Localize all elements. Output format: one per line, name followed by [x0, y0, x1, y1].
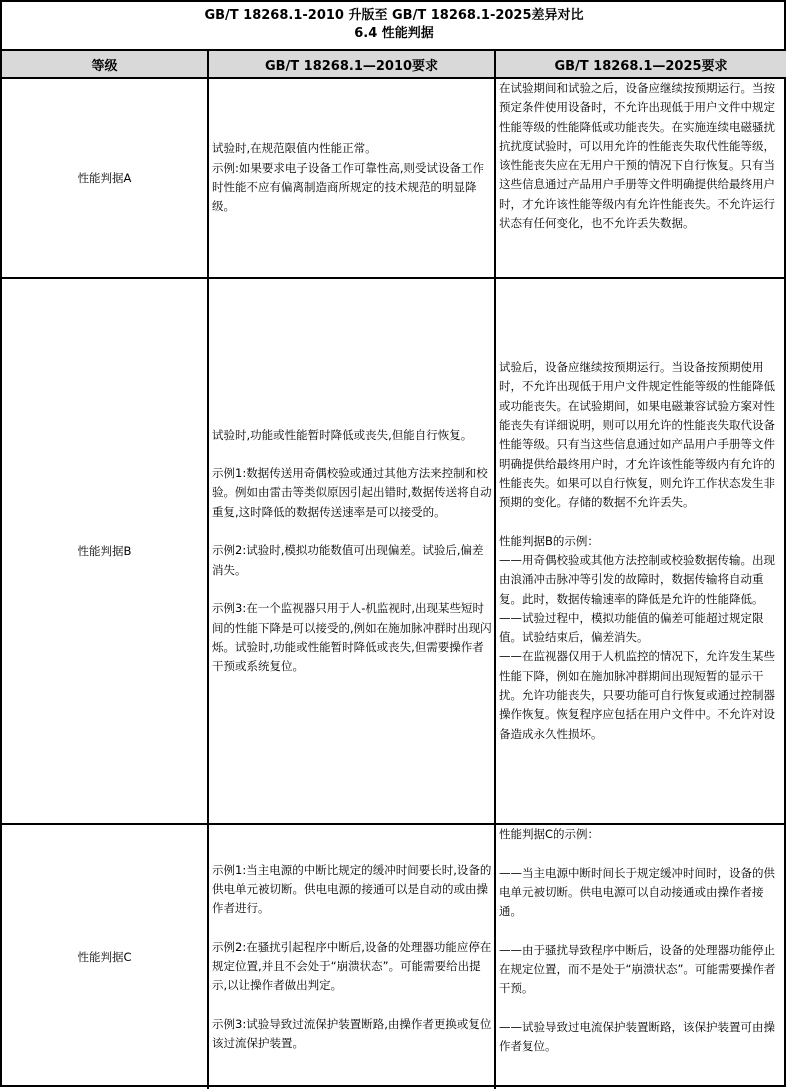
paragraph: ——在监视器仅用于人机监控的情况下，允许发生某些性能下降，例如在施加脉冲群期间出现短暂的显示干扰。允许功能丧失，只要功能可自行恢复或通过控制器操作恢复。恢复程序应包括在用户文件中。不允许对设备造成永久性损坏。: [499, 649, 775, 741]
spacer: [499, 921, 784, 940]
paragraph: 性能判据B的示例：: [499, 533, 599, 548]
spacer: [212, 918, 492, 937]
header-2010: GB/T 18268.1—2010要求: [209, 51, 496, 77]
level-label: 性能判据B: [2, 279, 209, 823]
paragraph: ——当主电源中断时间长于规定缓冲时间时，设备的供电单元被切断。供电电源可以自动接通或由操作者接通。: [499, 865, 775, 919]
title-line-2: 6.4 性能判据: [354, 26, 434, 41]
new-requirement: [496, 279, 786, 823]
table-row-criterion-c: [2, 825, 786, 1089]
level-label: 性能判据C: [2, 825, 209, 1089]
paragraph: 在试验期间和试验之后，设备应继续按预期运行。当按预定条件使用设备时，不允许出现低于用户文件中规定性能等级的性能降低或功能丧失。在实施连续电磁骚扰抗扰度试验时，可以用允许的性能丧失取代性能等级，该性能丧失应在无用户干预的情况下自行恢复。只有当这些信息通过产品用户手册等文件明确提供给最终用户时，才允许该性能等级内有允许性能丧失。不允许运行状态有任何变化，也不允许丢失数据。: [499, 81, 775, 231]
level-label: 性能判据A: [2, 79, 209, 277]
paragraph: 示例3:在一个监视器只用于人-机监视时,出现某些短时间的性能下降是可以接受的,例如在施加脉冲群时出现闪烁。试验时,功能或性能暂时降低或丧失,但需要操作者干预或系统复位。: [212, 601, 492, 674]
header-level: 等级: [2, 51, 209, 77]
spacer: [499, 999, 784, 1018]
title-line-1: GB/T 18268.1-2010 升版至 GB/T 18268.1-2025差异对比: [204, 8, 584, 23]
header-2025: GB/T 18268.1—2025要求: [554, 58, 728, 74]
old-requirement: [209, 79, 496, 277]
paragraph: 性能判据C的示例：: [499, 827, 600, 841]
paragraph: 示例2:试验时,模拟功能数值可出现偏差。试验后,偏差消失。: [212, 543, 484, 577]
paragraph: 示例2:在骚扰引起程序中断后,设备的处理器功能应停在规定位置,并且不会处于“崩溃状态”。可能需要给出提示,以让操作者做出判定。: [212, 939, 492, 993]
table-row-criterion-b: [2, 279, 786, 825]
paragraph: 试验时,功能或性能暂时降低或丧失,但能自行恢复。: [212, 427, 473, 442]
paragraph: ——由于骚扰导致程序中断后，设备的处理器功能停止在规定位置，而不是处于“崩溃状态”。可能需要操作者干预。: [499, 942, 776, 996]
old-requirement: [209, 825, 496, 1089]
paragraph: 示例:如果要求电子设备工作可靠性高,则受试设备工作时性能不应有偏离制造商所规定的技术规范的明显降级。: [212, 160, 485, 214]
new-requirement: [496, 825, 786, 1089]
paragraph: ——试验过程中，模拟功能值的偏差可能超过规定限值。试验结束后，偏差消失。: [499, 610, 764, 645]
spacer: [212, 445, 492, 464]
paragraph: 示例1:数据传送用奇偶校验或通过其他方法来控制和校验。例如由雷击等类似原因引起出错时,数据传送将自动重复,这时降低的数据传送速率是可以接受的。: [212, 466, 492, 519]
spacer: [499, 844, 784, 863]
table-row-criterion-a: [2, 79, 786, 279]
old-requirement: [209, 279, 496, 823]
new-requirement: [496, 79, 786, 277]
paragraph: 试验后，设备应继续按预期运行。当设备按预期使用时，不允许出现低于用户文件规定性能等级的性能降低或功能丧失。在试验期间，如果电磁兼容试验方案对性能丧失有详细说明，则可以用允许的性能丧失取代设备性能等级。只有当这些信息通过如产品用户手册等文件明确提供给最终用户时，才允许该性能等级内有允许的性能丧失。如果可以自行恢复，则允许工作状态发生非预期的变化。存储的数据不允许丢失。: [499, 360, 775, 510]
table-title: [2, 2, 786, 51]
paragraph: ——试验导致过电流保护装置断路，该保护装置可由操作者复位。: [499, 1019, 775, 1054]
spacer: [212, 996, 492, 1015]
paragraph: 示例3:试验导致过流保护装置断路,由操作者更换或复位该过流保护装置。: [212, 1016, 492, 1051]
paragraph: 试验时,在规范限值内性能正常。: [212, 141, 377, 156]
paragraph: ——用奇偶校验或其他方法控制或校验数据传输。出现由浪涌冲击脉冲等引发的故障时，数据传输将自动重复。此时，数据传输速率的降低是允许的性能降低。: [499, 553, 775, 606]
spacer: [212, 522, 492, 541]
spacer: [212, 580, 492, 599]
paragraph: 示例1:当主电源的中断比规定的缓冲时间要长时,设备的供电单元被切断。供电电源的接通可以是自动的或由操作者进行。: [212, 862, 492, 916]
header-row: [2, 51, 786, 79]
spacer: [499, 512, 784, 531]
